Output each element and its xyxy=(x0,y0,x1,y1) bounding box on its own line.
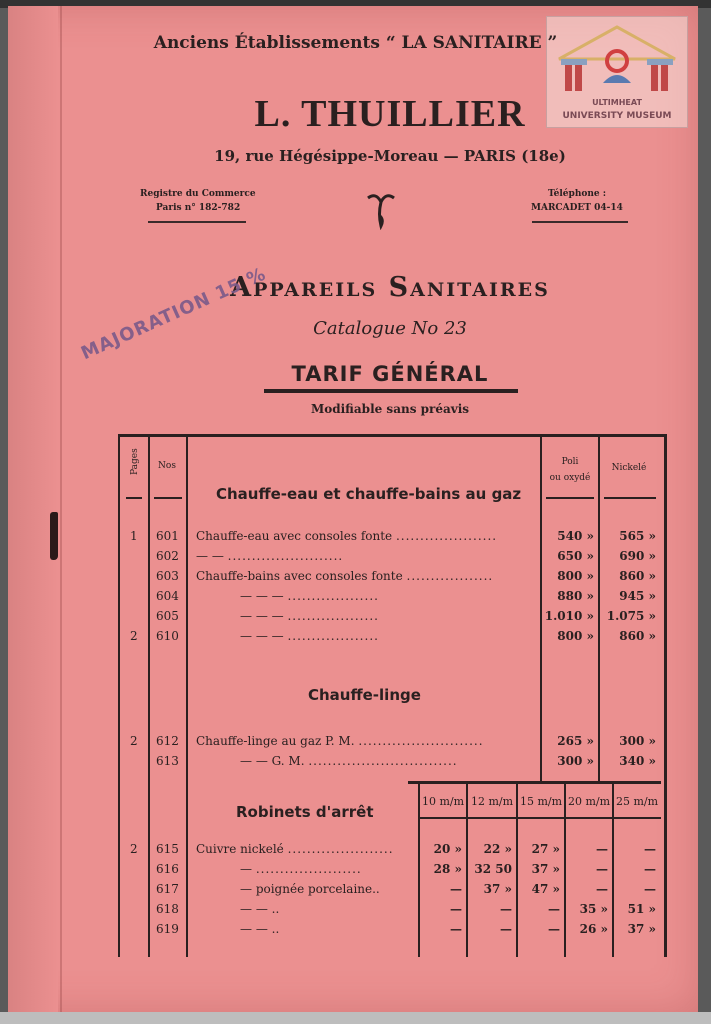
museum-label-2: UNIVERSITY MUSEUM xyxy=(562,111,672,121)
row-price-poli: 800 » xyxy=(557,569,594,583)
row-price-20: — xyxy=(596,842,608,856)
majoration-stamp: MAJORATION 15 % xyxy=(78,263,270,365)
modifiable-note: Modifiable sans préavis xyxy=(310,402,470,416)
company-former-name: Anciens Établissements “ LA SANITAIRE ” xyxy=(153,33,558,53)
row-price-nickele: 1.075 » xyxy=(606,609,656,623)
row-price-12: — xyxy=(500,902,512,916)
row-num: 601 xyxy=(156,529,179,543)
row-page: 2 xyxy=(130,734,138,748)
row-price-15: 37 » xyxy=(531,862,560,876)
size-header-10: 10 m/m xyxy=(421,795,465,808)
robinets-top-rule xyxy=(408,781,661,784)
row-desc: Chauffe-linge au gaz P. M. .......................... xyxy=(196,734,484,748)
header-poli: Poli xyxy=(561,457,579,467)
row-price-poli: 800 » xyxy=(557,629,594,643)
row-price-25: 37 » xyxy=(627,922,656,936)
size-header-12: 12 m/m xyxy=(470,795,514,808)
row-price-20: — xyxy=(596,882,608,896)
row-price-20: 26 » xyxy=(579,922,608,936)
header-pages: Pages xyxy=(130,448,140,475)
section-title-chauffe-eau: Chauffe-eau et chauffe-bains au gaz xyxy=(216,485,522,503)
row-price-15: — xyxy=(548,902,560,916)
row-desc: — poignée porcelaine.. xyxy=(240,882,380,896)
row-desc: — — G. M. ............................... xyxy=(240,754,458,768)
row-desc: — — — ................... xyxy=(240,629,379,643)
tarif-heading: TARIF GÉNÉRAL xyxy=(291,362,489,386)
row-num: 618 xyxy=(156,902,179,916)
row-price-20: — xyxy=(596,862,608,876)
telephone-number: MARCADET 04-14 xyxy=(531,203,623,213)
row-price-poli: 300 » xyxy=(557,754,594,768)
ornament-logo-icon xyxy=(366,190,396,230)
telephone-label: Téléphone : xyxy=(548,189,607,199)
registre-underline xyxy=(148,221,246,223)
row-price-nickele: 690 » xyxy=(619,549,656,563)
row-num: 619 xyxy=(156,922,179,936)
row-price-15: 47 » xyxy=(531,882,560,896)
row-page: 2 xyxy=(130,842,138,856)
size-header-25: 25 m/m xyxy=(615,795,659,808)
row-price-poli: 540 » xyxy=(557,529,594,543)
museum-label-1: ULTIMHEAT xyxy=(592,98,642,107)
row-price-nickele: 300 » xyxy=(619,734,656,748)
row-num: 610 xyxy=(156,629,179,643)
header-nickele: Nickelé xyxy=(611,463,647,473)
company-name: L. THUILLIER xyxy=(254,93,526,135)
header-num: Nos xyxy=(158,461,176,471)
row-price-12: 22 » xyxy=(483,842,512,856)
row-price-12: — xyxy=(500,922,512,936)
size-header-20: 20 m/m xyxy=(567,795,611,808)
row-num: 616 xyxy=(156,862,179,876)
col-divider-pages xyxy=(148,437,150,957)
row-price-20: 35 » xyxy=(579,902,608,916)
row-page: 1 xyxy=(130,529,138,543)
paper-tear xyxy=(50,512,58,560)
row-desc: Chauffe-eau avec consoles fonte ..................... xyxy=(196,529,498,543)
row-desc: Cuivre nickelé ...................... xyxy=(196,842,394,856)
row-price-12: 32 50 xyxy=(474,862,512,876)
row-num: 613 xyxy=(156,754,179,768)
header-rule xyxy=(604,497,656,499)
row-num: 603 xyxy=(156,569,179,583)
row-price-poli: 650 » xyxy=(557,549,594,563)
registre-label: Registre du Commerce xyxy=(140,189,256,199)
row-price-nickele: 860 » xyxy=(619,629,656,643)
row-price-poli: 880 » xyxy=(557,589,594,603)
section-title-chauffe-linge: Chauffe-linge xyxy=(308,686,421,704)
row-price-12: 37 » xyxy=(483,882,512,896)
row-desc: Chauffe-bains avec consoles fonte .................. xyxy=(196,569,494,583)
row-price-nickele: 860 » xyxy=(619,569,656,583)
row-price-10: 28 » xyxy=(433,862,462,876)
header-rule xyxy=(154,497,182,499)
row-price-10: — xyxy=(450,902,462,916)
catalogue-number: Catalogue No 23 xyxy=(313,318,467,339)
col-divider-num xyxy=(186,437,188,957)
row-price-nickele: 340 » xyxy=(619,754,656,768)
row-price-poli: 1.010 » xyxy=(544,609,594,623)
row-page: 2 xyxy=(130,629,138,643)
row-desc: — ...................... xyxy=(240,862,362,876)
row-desc: — — — ................... xyxy=(240,609,379,623)
row-price-10: 20 » xyxy=(433,842,462,856)
header-rule xyxy=(546,497,594,499)
row-num: 602 xyxy=(156,549,179,563)
row-price-25: — xyxy=(644,862,656,876)
row-num: 615 xyxy=(156,842,179,856)
row-desc: — — ........................ xyxy=(196,549,344,563)
row-num: 617 xyxy=(156,882,179,896)
row-price-10: — xyxy=(450,922,462,936)
price-table xyxy=(118,434,667,957)
catalogue-main-title: Appareils Sanitaires xyxy=(230,272,550,303)
size-header-rule xyxy=(418,817,661,819)
telephone-underline xyxy=(532,221,628,223)
row-price-10: — xyxy=(450,882,462,896)
row-price-25: — xyxy=(644,842,656,856)
company-address: 19, rue Hégésippe-Moreau — PARIS (18e) xyxy=(214,147,566,165)
section-title-robinets: Robinets d'arrêt xyxy=(236,803,374,821)
header-poli-oxyde: ou oxydé xyxy=(549,473,591,483)
tarif-underline xyxy=(264,389,518,393)
row-price-15: 27 » xyxy=(531,842,560,856)
row-price-nickele: 945 » xyxy=(619,589,656,603)
registre-number: Paris n° 182-782 xyxy=(156,203,241,213)
row-price-25: 51 » xyxy=(627,902,656,916)
row-num: 612 xyxy=(156,734,179,748)
row-price-15: — xyxy=(548,922,560,936)
row-desc: — — .. xyxy=(240,902,280,916)
row-desc: — — — ................... xyxy=(240,589,379,603)
row-price-25: — xyxy=(644,882,656,896)
row-desc: — — .. xyxy=(240,922,280,936)
size-header-15: 15 m/m xyxy=(519,795,563,808)
header-rule xyxy=(126,497,142,499)
row-num: 604 xyxy=(156,589,179,603)
row-price-poli: 265 » xyxy=(557,734,594,748)
row-num: 605 xyxy=(156,609,179,623)
row-price-nickele: 565 » xyxy=(619,529,656,543)
scan-bottom-edge xyxy=(0,1012,711,1024)
